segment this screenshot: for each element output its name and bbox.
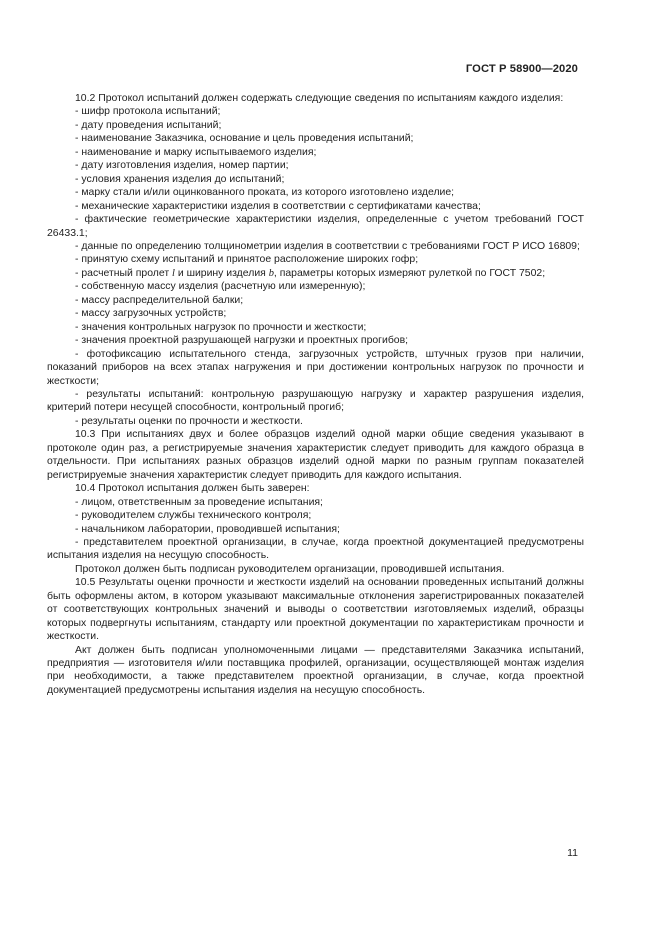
list-item: - фактические геометрические характеристики изделия, определенные с учетом требований ГОСТ 26433.1; [47,214,584,239]
list-item: - начальником лаборатории, проводившей испытания; [75,523,340,535]
list-item: - шифр протокола испытаний; [75,106,221,118]
section-10-5-act: Акт должен быть подписан уполномоченными лицами — представителями Заказчика испытаний, предприятия — изготовителя и/или поставщика профилей, организации, осуществляющей монтаж изделия при необходимости, а также представителем проектной организации, в случае, когда проектной документацией предусмотрены испытания изделия на несущую способность. [47,644,584,696]
list-item: - марку стали и/или оцинкованного проката, из которого изготовлено изделие; [75,187,455,199]
list-item: - массу распределительной балки; [75,294,244,306]
list-item: - принятую схему испытаний и принятое расположение широких гофр; [75,254,419,266]
list-item-span-width [47,267,584,280]
list-item: - результаты оценки по прочности и жесткости. [75,415,303,427]
document-body [47,92,584,697]
list-item: - механические характеристики изделия в соответствии с сертификатами качества; [75,200,481,212]
section-10-5: 10.5 Результаты оценки прочности и жесткости изделий на основании проведенных испытаний должны быть оформлены актом, в котором указывают максимальные отклонения зарегистрированных показателей от соответствующих контрольных значений и выводы о соответствии изготовляемых изделий, образцы которых подвергнуты испытаниям, стандарту или проектной документации по характеристикам прочности и жесткости. [47,577,584,643]
list-item: - наименование и марку испытываемого изделия; [75,146,317,158]
list-item: - дату проведения испытаний; [75,119,222,131]
section-10-4-intro: 10.4 Протокол испытания должен быть заверен: [75,483,310,495]
list-item: - фотофиксацию испытательного стенда, загрузочных устройств, штучных грузов при наличии, показаний приборов на всех этапах нагружения и при достижении контрольных нагрузок по прочности и жесткости; [47,348,584,387]
list-item: - значения контрольных нагрузок по прочности и жесткости; [75,321,367,333]
list-item: - массу загрузочных устройств; [75,308,227,320]
list-item: - представителем проектной организации, в случае, когда проектной документацией предусмотрены испытания изделия на несущую способность. [47,536,584,562]
span-text-b: и ширину изделия [174,267,269,279]
list-item: - дату изготовления изделия, номер партии; [75,160,289,172]
span-symbol-l: l [172,267,175,279]
span-text-a: - расчетный пролет [75,267,173,279]
section-10-2-intro: 10.2 Протокол испытаний должен содержать следующие сведения по испытаниям каждого изделия: [75,93,564,104]
document-code: ГОСТ Р 58900—2020 [465,63,578,75]
span-text-c: , параметры которых измеряют рулеткой по ГОСТ 7502; [273,267,546,279]
list-item: - данные по определению толщинометрии изделия в соответствии с требованиями ГОСТ Р ИСО 16809; [75,240,580,252]
list-item: - руководителем службы технического контроля; [75,510,312,522]
list-item: - наименование Заказчика, основание и цель проведения испытаний; [75,133,414,145]
list-item: - лицом, ответственным за проведение испытания; [75,496,323,508]
width-symbol-b: b [268,267,274,279]
section-10-3: 10.3 При испытаниях двух и более образцов изделий одной марки общие сведения указывают в протоколе один раз, а регистрируемые значения характеристик следует приводить для каждого образца в отдельности. При испытаниях разных образцов изделий одной марки по разным группам показателей регистрируемые значения характеристик следует приводить для каждого испытания. [47,429,584,481]
list-item: - результаты испытаний: контрольную разрушающую нагрузку и характер разрушения изделия, критерий потери несущей способности, контрольный прогиб; [47,388,584,414]
list-item: - собственную массу изделия (расчетную или измеренную); [75,281,366,293]
list-item: - условия хранения изделия до испытаний; [75,173,285,185]
list-item: - значения проектной разрушающей нагрузки и проектных прогибов; [75,335,409,347]
section-10-4-signed: Протокол должен быть подписан руководителем организации, проводившей испытания. [75,563,505,575]
page-number: 11 [567,847,578,859]
